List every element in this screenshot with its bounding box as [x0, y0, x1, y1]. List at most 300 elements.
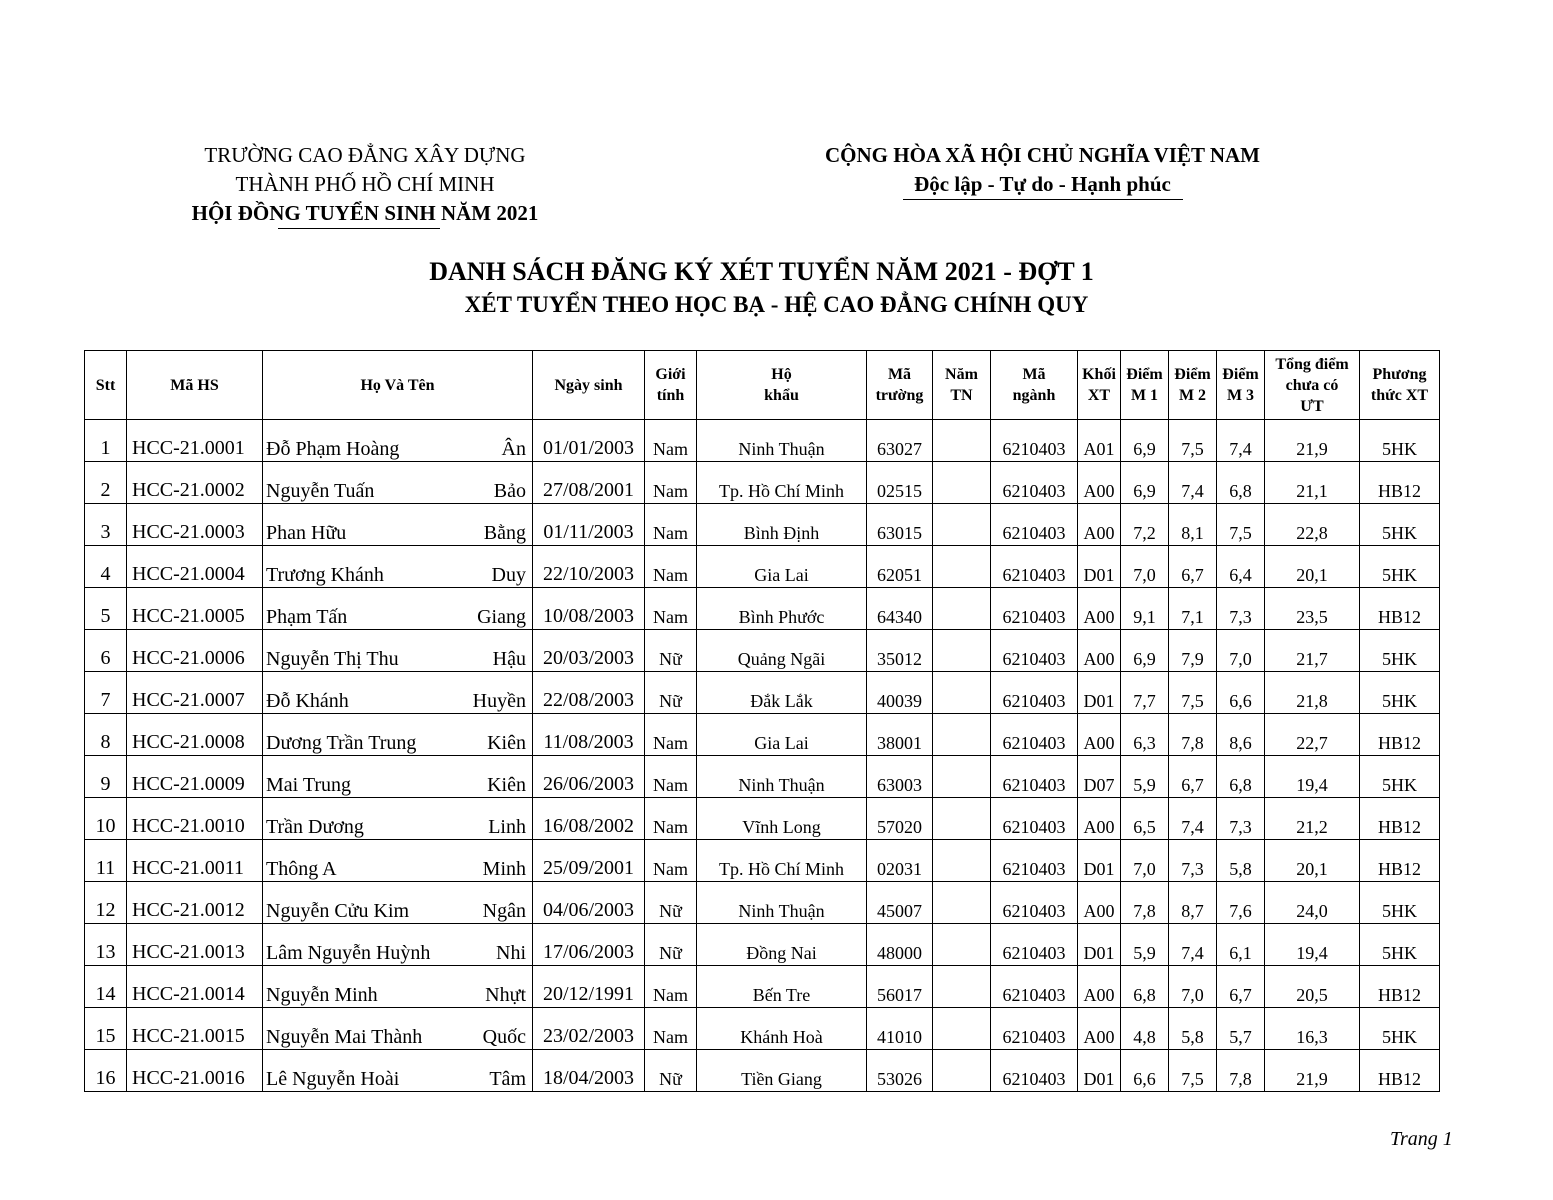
ten: Nhi: [496, 942, 526, 964]
cell-khoi: A00: [1078, 882, 1121, 924]
cell-ho-khau: Quảng Ngãi: [697, 630, 867, 672]
cell-ma-nganh: 6210403: [991, 588, 1078, 630]
table-row: [85, 966, 1440, 1008]
ten: Ngân: [482, 900, 526, 922]
cell-ho-ten: [263, 840, 533, 882]
table-row: [85, 546, 1440, 588]
cell-phuong-thuc: 5HK: [1360, 630, 1440, 672]
cell-stt: 3: [85, 504, 127, 546]
cell-khoi: A00: [1078, 714, 1121, 756]
ho-dem: Thông A: [266, 858, 337, 880]
cell-ma-hs: HCC-21.0015: [127, 1008, 263, 1050]
cell-stt: 10: [85, 798, 127, 840]
ten: Duy: [491, 564, 526, 586]
cell-ma-hs: HCC-21.0012: [127, 882, 263, 924]
cell-stt: 12: [85, 882, 127, 924]
col-header-gioi-tinh: Giới tính: [645, 351, 697, 420]
cell-tong-diem: 22,7: [1265, 714, 1360, 756]
cell-phuong-thuc: 5HK: [1360, 924, 1440, 966]
full-name: [263, 522, 532, 545]
full-name: [263, 480, 532, 503]
cell-diem-m2: 7,5: [1169, 672, 1217, 714]
cell-diem-m3: 6,8: [1217, 462, 1265, 504]
cell-stt: 15: [85, 1008, 127, 1050]
cell-tong-diem: 20,5: [1265, 966, 1360, 1008]
col-header-diem-m1: Điểm M 1: [1121, 351, 1169, 420]
cell-ma-hs: HCC-21.0003: [127, 504, 263, 546]
cell-ho-khau: Bến Tre: [697, 966, 867, 1008]
ho-dem: Nguyễn Cửu Kim: [266, 900, 410, 922]
cell-diem-m2: 7,9: [1169, 630, 1217, 672]
cell-ho-khau: Đồng Nai: [697, 924, 867, 966]
cell-nam-tn: [933, 714, 991, 756]
cell-diem-m3: 8,6: [1217, 714, 1265, 756]
cell-ho-ten: [263, 546, 533, 588]
table-row: [85, 714, 1440, 756]
cell-ma-hs: HCC-21.0007: [127, 672, 263, 714]
cell-ho-khau: Ninh Thuận: [697, 420, 867, 462]
cell-nam-tn: [933, 1050, 991, 1092]
col-header-ho-ten: Họ Và Tên: [263, 351, 533, 420]
cell-phuong-thuc: HB12: [1360, 714, 1440, 756]
cell-ma-truong: 63015: [867, 504, 933, 546]
table-row: [85, 924, 1440, 966]
cell-tong-diem: 22,8: [1265, 504, 1360, 546]
cell-phuong-thuc: 5HK: [1360, 420, 1440, 462]
cell-tong-diem: 21,9: [1265, 1050, 1360, 1092]
cell-ngay-sinh: 20/03/2003: [533, 630, 645, 672]
cell-tong-diem: 21,2: [1265, 798, 1360, 840]
cell-ma-nganh: 6210403: [991, 924, 1078, 966]
cell-ma-nganh: 6210403: [991, 420, 1078, 462]
cell-tong-diem: 21,8: [1265, 672, 1360, 714]
col-header-diem-m3: Điểm M 3: [1217, 351, 1265, 420]
ten: Minh: [482, 858, 526, 880]
cell-diem-m1: 7,0: [1121, 840, 1169, 882]
cell-phuong-thuc: 5HK: [1360, 672, 1440, 714]
cell-ma-truong: 56017: [867, 966, 933, 1008]
cell-ho-ten: [263, 630, 533, 672]
cell-nam-tn: [933, 882, 991, 924]
cell-tong-diem: 21,7: [1265, 630, 1360, 672]
cell-khoi: A00: [1078, 504, 1121, 546]
cell-stt: 9: [85, 756, 127, 798]
ten: Hậu: [492, 648, 526, 670]
cell-gioi-tinh: Nam: [645, 756, 697, 798]
cell-ho-ten: [263, 1008, 533, 1050]
full-name: [263, 690, 532, 713]
cell-gioi-tinh: Nam: [645, 588, 697, 630]
cell-phuong-thuc: HB12: [1360, 462, 1440, 504]
cell-nam-tn: [933, 1008, 991, 1050]
cell-diem-m3: 6,7: [1217, 966, 1265, 1008]
table-row: [85, 840, 1440, 882]
full-name: [263, 774, 532, 797]
table-row: [85, 672, 1440, 714]
cell-tong-diem: 21,9: [1265, 420, 1360, 462]
cell-diem-m1: 6,5: [1121, 798, 1169, 840]
cell-ngay-sinh: 10/08/2003: [533, 588, 645, 630]
full-name: [263, 942, 532, 965]
cell-phuong-thuc: HB12: [1360, 798, 1440, 840]
cell-ma-hs: HCC-21.0013: [127, 924, 263, 966]
cell-tong-diem: 20,1: [1265, 546, 1360, 588]
cell-gioi-tinh: Nam: [645, 966, 697, 1008]
ten: Tâm: [489, 1068, 526, 1090]
ten: Giang: [477, 606, 526, 628]
cell-ngay-sinh: 26/06/2003: [533, 756, 645, 798]
cell-ma-truong: 57020: [867, 798, 933, 840]
full-name: [263, 438, 532, 461]
cell-ma-hs: HCC-21.0002: [127, 462, 263, 504]
cell-gioi-tinh: Nữ: [645, 1050, 697, 1092]
cell-ho-ten: [263, 798, 533, 840]
table-row: [85, 1050, 1440, 1092]
cell-phuong-thuc: 5HK: [1360, 756, 1440, 798]
cell-diem-m1: 7,0: [1121, 546, 1169, 588]
cell-ma-truong: 45007: [867, 882, 933, 924]
cell-gioi-tinh: Nữ: [645, 672, 697, 714]
cell-ma-truong: 35012: [867, 630, 933, 672]
cell-diem-m1: 6,9: [1121, 462, 1169, 504]
ten: Quốc: [482, 1026, 526, 1048]
cell-ho-khau: Ninh Thuận: [697, 756, 867, 798]
ho-dem: Phan Hữu: [266, 522, 347, 544]
cell-diem-m2: 6,7: [1169, 756, 1217, 798]
cell-phuong-thuc: HB12: [1360, 966, 1440, 1008]
cell-khoi: A00: [1078, 462, 1121, 504]
cell-ma-truong: 40039: [867, 672, 933, 714]
cell-diem-m1: 7,8: [1121, 882, 1169, 924]
cell-ngay-sinh: 17/06/2003: [533, 924, 645, 966]
cell-tong-diem: 19,4: [1265, 756, 1360, 798]
cell-ho-ten: [263, 756, 533, 798]
cell-nam-tn: [933, 672, 991, 714]
cell-nam-tn: [933, 546, 991, 588]
registration-table: [84, 350, 1440, 1092]
school-name-line2: THÀNH PHỐ HỒ CHÍ MINH: [235, 172, 495, 196]
cell-ho-khau: Ninh Thuận: [697, 882, 867, 924]
cell-diem-m2: 5,8: [1169, 1008, 1217, 1050]
cell-ma-nganh: 6210403: [991, 756, 1078, 798]
ho-dem: Đỗ Phạm Hoàng: [266, 438, 400, 460]
table-row: [85, 420, 1440, 462]
cell-diem-m1: 4,8: [1121, 1008, 1169, 1050]
cell-stt: 13: [85, 924, 127, 966]
cell-ma-hs: HCC-21.0004: [127, 546, 263, 588]
cell-diem-m2: 7,1: [1169, 588, 1217, 630]
full-name: [263, 732, 532, 755]
cell-diem-m3: 6,4: [1217, 546, 1265, 588]
cell-ma-hs: HCC-21.0016: [127, 1050, 263, 1092]
cell-ma-truong: 48000: [867, 924, 933, 966]
ten: Kiên: [487, 774, 526, 796]
table-row: [85, 756, 1440, 798]
cell-stt: 14: [85, 966, 127, 1008]
cell-tong-diem: 19,4: [1265, 924, 1360, 966]
cell-ho-ten: [263, 504, 533, 546]
cell-diem-m2: 7,4: [1169, 798, 1217, 840]
cell-diem-m2: 7,5: [1169, 1050, 1217, 1092]
national-motto-underline: [903, 199, 1183, 200]
cell-ma-truong: 02515: [867, 462, 933, 504]
cell-gioi-tinh: Nữ: [645, 630, 697, 672]
table-row: [85, 798, 1440, 840]
cell-ma-truong: 02031: [867, 840, 933, 882]
cell-nam-tn: [933, 756, 991, 798]
cell-phuong-thuc: HB12: [1360, 840, 1440, 882]
table-row: [85, 462, 1440, 504]
table-row: [85, 630, 1440, 672]
cell-diem-m3: 6,8: [1217, 756, 1265, 798]
cell-ma-truong: 53026: [867, 1050, 933, 1092]
cell-ma-nganh: 6210403: [991, 462, 1078, 504]
cell-ngay-sinh: 18/04/2003: [533, 1050, 645, 1092]
cell-khoi: A00: [1078, 1008, 1121, 1050]
cell-diem-m2: 8,7: [1169, 882, 1217, 924]
cell-diem-m3: 7,8: [1217, 1050, 1265, 1092]
cell-stt: 2: [85, 462, 127, 504]
cell-tong-diem: 16,3: [1265, 1008, 1360, 1050]
cell-phuong-thuc: 5HK: [1360, 1008, 1440, 1050]
table-row: [85, 1008, 1440, 1050]
cell-khoi: D07: [1078, 756, 1121, 798]
ten: Bảo: [493, 480, 526, 502]
cell-ho-ten: [263, 462, 533, 504]
full-name: [263, 816, 532, 839]
school-name-line1: TRƯỜNG CAO ĐẲNG XÂY DỰNG: [204, 143, 526, 167]
ten: Huyền: [472, 690, 526, 712]
council-name: HỘI ĐỒNG TUYỂN SINH NĂM 2021: [191, 201, 539, 225]
cell-ma-hs: HCC-21.0014: [127, 966, 263, 1008]
ho-dem: Nguyễn Minh: [266, 984, 378, 1006]
cell-gioi-tinh: Nam: [645, 714, 697, 756]
ho-dem: Mai Trung: [266, 774, 352, 796]
cell-gioi-tinh: Nữ: [645, 882, 697, 924]
col-header-stt: Stt: [85, 351, 127, 420]
cell-diem-m1: 5,9: [1121, 924, 1169, 966]
cell-ma-nganh: 6210403: [991, 672, 1078, 714]
cell-khoi: A00: [1078, 966, 1121, 1008]
col-header-nam-tn: Năm TN: [933, 351, 991, 420]
cell-stt: 11: [85, 840, 127, 882]
cell-stt: 16: [85, 1050, 127, 1092]
cell-ma-truong: 38001: [867, 714, 933, 756]
cell-gioi-tinh: Nam: [645, 1008, 697, 1050]
school-header-underline: [278, 228, 440, 229]
col-header-ma-truong: Mã trường: [867, 351, 933, 420]
cell-ma-hs: HCC-21.0008: [127, 714, 263, 756]
cell-ngay-sinh: 22/10/2003: [533, 546, 645, 588]
cell-phuong-thuc: 5HK: [1360, 504, 1440, 546]
cell-gioi-tinh: Nam: [645, 504, 697, 546]
cell-ngay-sinh: 11/08/2003: [533, 714, 645, 756]
ho-dem: Lê Nguyễn Hoài: [266, 1068, 400, 1090]
cell-tong-diem: 23,5: [1265, 588, 1360, 630]
cell-ho-khau: Bình Phước: [697, 588, 867, 630]
cell-ma-truong: 63003: [867, 756, 933, 798]
ho-dem: Nguyễn Thị Thu: [266, 648, 399, 670]
ho-dem: Nguyễn Mai Thành: [266, 1026, 423, 1048]
cell-nam-tn: [933, 924, 991, 966]
cell-ngay-sinh: 20/12/1991: [533, 966, 645, 1008]
cell-ngay-sinh: 22/08/2003: [533, 672, 645, 714]
cell-ma-nganh: 6210403: [991, 504, 1078, 546]
col-header-phuong-thuc: Phương thức XT: [1360, 351, 1440, 420]
cell-ma-nganh: 6210403: [991, 882, 1078, 924]
full-name: [263, 984, 532, 1007]
cell-ma-hs: HCC-21.0011: [127, 840, 263, 882]
cell-ngay-sinh: 27/08/2001: [533, 462, 645, 504]
ho-dem: Lâm Nguyễn Huỳnh: [266, 942, 431, 964]
ten: Bằng: [483, 522, 526, 544]
cell-diem-m2: 7,0: [1169, 966, 1217, 1008]
cell-ma-hs: HCC-21.0010: [127, 798, 263, 840]
cell-gioi-tinh: Nữ: [645, 924, 697, 966]
ho-dem: Dương Trần Trung: [266, 732, 417, 754]
page-number: Trang 1: [1390, 1128, 1453, 1150]
cell-phuong-thuc: 5HK: [1360, 546, 1440, 588]
national-motto: Độc lập - Tự do - Hạnh phúc: [914, 172, 1171, 196]
cell-diem-m1: 9,1: [1121, 588, 1169, 630]
cell-gioi-tinh: Nam: [645, 420, 697, 462]
cell-diem-m2: 6,7: [1169, 546, 1217, 588]
cell-stt: 7: [85, 672, 127, 714]
cell-khoi: D01: [1078, 546, 1121, 588]
table-row: [85, 882, 1440, 924]
cell-diem-m1: 6,9: [1121, 420, 1169, 462]
cell-khoi: D01: [1078, 924, 1121, 966]
cell-ho-khau: Gia Lai: [697, 546, 867, 588]
cell-ma-hs: HCC-21.0001: [127, 420, 263, 462]
cell-stt: 8: [85, 714, 127, 756]
cell-ngay-sinh: 01/11/2003: [533, 504, 645, 546]
ho-dem: Trần Dương: [266, 816, 364, 838]
cell-nam-tn: [933, 966, 991, 1008]
cell-stt: 4: [85, 546, 127, 588]
full-name: [263, 1026, 532, 1049]
cell-ma-nganh: 6210403: [991, 1050, 1078, 1092]
cell-tong-diem: 20,1: [1265, 840, 1360, 882]
cell-tong-diem: 24,0: [1265, 882, 1360, 924]
col-header-ma-hs: Mã HS: [127, 351, 263, 420]
cell-nam-tn: [933, 420, 991, 462]
cell-khoi: A00: [1078, 588, 1121, 630]
cell-nam-tn: [933, 588, 991, 630]
col-header-ma-nganh: Mã ngành: [991, 351, 1078, 420]
cell-ma-truong: 64340: [867, 588, 933, 630]
cell-ho-khau: Tp. Hồ Chí Minh: [697, 462, 867, 504]
cell-ho-ten: [263, 966, 533, 1008]
cell-ho-ten: [263, 882, 533, 924]
cell-ho-ten: [263, 420, 533, 462]
cell-diem-m1: 7,7: [1121, 672, 1169, 714]
cell-khoi: A01: [1078, 420, 1121, 462]
cell-diem-m3: 5,7: [1217, 1008, 1265, 1050]
cell-ma-truong: 41010: [867, 1008, 933, 1050]
cell-phuong-thuc: HB12: [1360, 588, 1440, 630]
cell-diem-m1: 7,2: [1121, 504, 1169, 546]
ten: Linh: [488, 816, 526, 838]
cell-diem-m2: 8,1: [1169, 504, 1217, 546]
table-body: [85, 420, 1440, 1092]
cell-ma-nganh: 6210403: [991, 966, 1078, 1008]
cell-diem-m1: 6,6: [1121, 1050, 1169, 1092]
cell-nam-tn: [933, 504, 991, 546]
cell-diem-m3: 7,5: [1217, 504, 1265, 546]
cell-nam-tn: [933, 798, 991, 840]
cell-ma-nganh: 6210403: [991, 714, 1078, 756]
cell-gioi-tinh: Nam: [645, 798, 697, 840]
cell-ho-khau: Vĩnh Long: [697, 798, 867, 840]
full-name: [263, 564, 532, 587]
cell-diem-m3: 7,3: [1217, 588, 1265, 630]
cell-ngay-sinh: 25/09/2001: [533, 840, 645, 882]
cell-khoi: D01: [1078, 840, 1121, 882]
cell-diem-m1: 5,9: [1121, 756, 1169, 798]
cell-diem-m3: 7,6: [1217, 882, 1265, 924]
cell-stt: 1: [85, 420, 127, 462]
table-header-row: [85, 351, 1440, 420]
cell-ngay-sinh: 16/08/2002: [533, 798, 645, 840]
cell-ho-khau: Tiền Giang: [697, 1050, 867, 1092]
cell-diem-m3: 7,3: [1217, 798, 1265, 840]
ten: Kiên: [487, 732, 526, 754]
cell-ho-khau: Gia Lai: [697, 714, 867, 756]
cell-gioi-tinh: Nam: [645, 840, 697, 882]
cell-ho-khau: Tp. Hồ Chí Minh: [697, 840, 867, 882]
cell-stt: 5: [85, 588, 127, 630]
full-name: [263, 1068, 532, 1091]
cell-nam-tn: [933, 840, 991, 882]
cell-ma-hs: HCC-21.0009: [127, 756, 263, 798]
cell-diem-m3: 5,8: [1217, 840, 1265, 882]
ho-dem: Đỗ Khánh: [266, 690, 349, 712]
cell-gioi-tinh: Nam: [645, 546, 697, 588]
national-header: [760, 141, 1325, 199]
cell-ho-ten: [263, 714, 533, 756]
col-header-tong-diem: Tổng điểm chưa có ƯT: [1265, 351, 1360, 420]
cell-ma-nganh: 6210403: [991, 546, 1078, 588]
cell-diem-m2: 7,5: [1169, 420, 1217, 462]
col-header-khoi-xt: Khối XT: [1078, 351, 1121, 420]
cell-ma-nganh: 6210403: [991, 1008, 1078, 1050]
cell-diem-m1: 6,3: [1121, 714, 1169, 756]
cell-ma-nganh: 6210403: [991, 840, 1078, 882]
table-row: [85, 588, 1440, 630]
cell-ho-ten: [263, 924, 533, 966]
cell-diem-m2: 7,4: [1169, 924, 1217, 966]
school-header: [160, 141, 570, 228]
ten: Nhựt: [485, 984, 526, 1006]
cell-diem-m1: 6,9: [1121, 630, 1169, 672]
cell-ho-khau: Khánh Hoà: [697, 1008, 867, 1050]
cell-ma-nganh: 6210403: [991, 798, 1078, 840]
full-name: [263, 648, 532, 671]
ten: Ân: [501, 438, 526, 460]
cell-phuong-thuc: HB12: [1360, 1050, 1440, 1092]
cell-nam-tn: [933, 462, 991, 504]
ho-dem: Phạm Tấn: [266, 606, 348, 628]
national-name: CỘNG HÒA XÃ HỘI CHỦ NGHĨA VIỆT NAM: [824, 143, 1261, 167]
cell-ngay-sinh: 01/01/2003: [533, 420, 645, 462]
cell-diem-m3: 6,6: [1217, 672, 1265, 714]
cell-ma-hs: HCC-21.0005: [127, 588, 263, 630]
cell-khoi: D01: [1078, 672, 1121, 714]
cell-ngay-sinh: 23/02/2003: [533, 1008, 645, 1050]
cell-stt: 6: [85, 630, 127, 672]
cell-ma-nganh: 6210403: [991, 630, 1078, 672]
